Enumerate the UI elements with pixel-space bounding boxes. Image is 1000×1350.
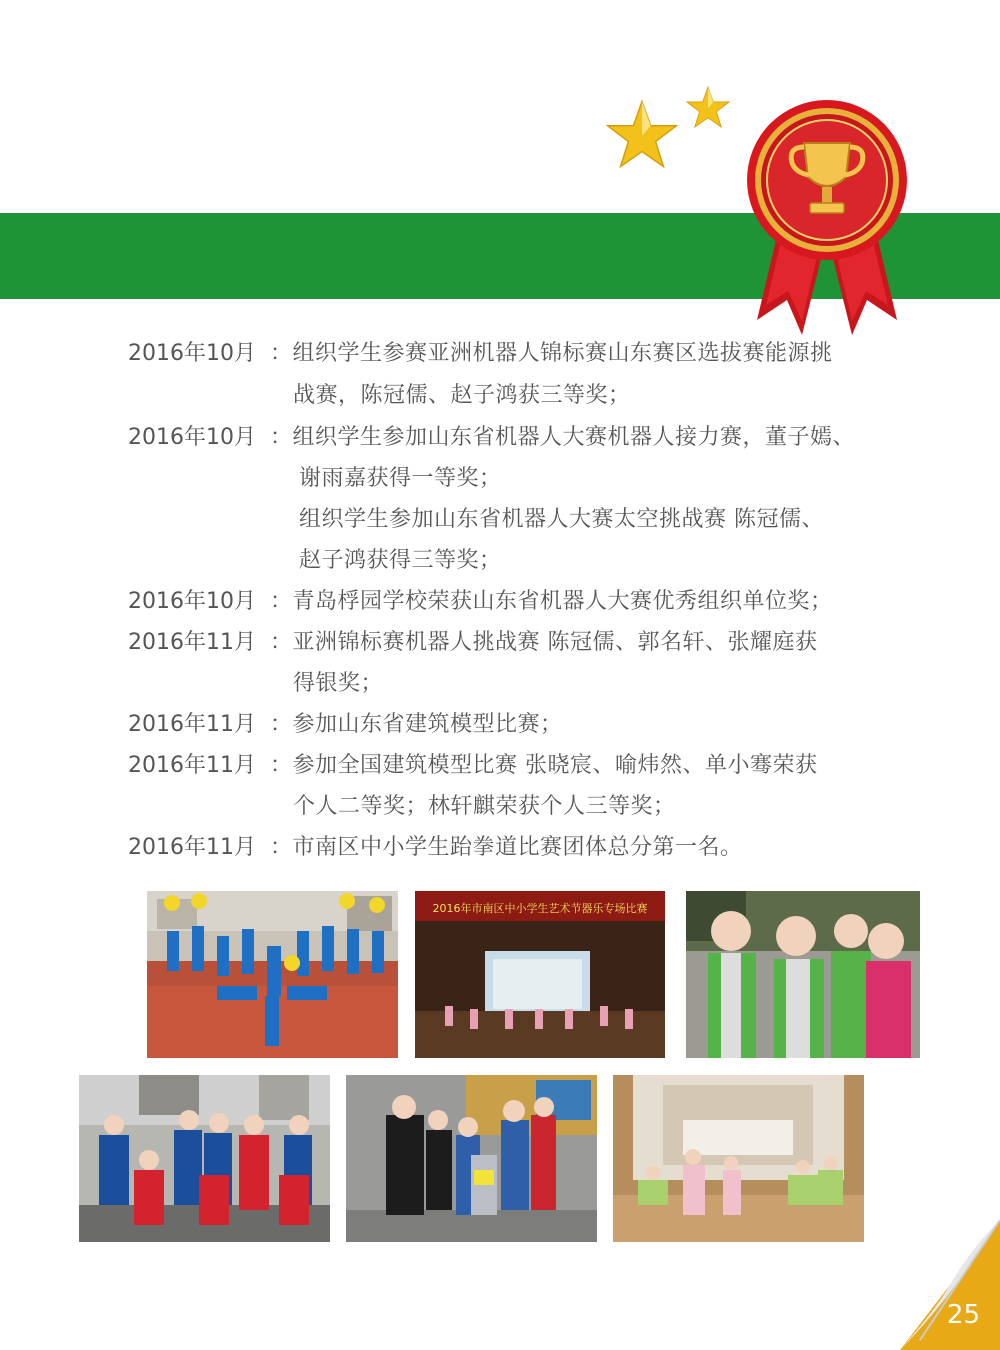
page-curl — [880, 1190, 1000, 1350]
entry-date: 2016年11月 — [128, 835, 256, 860]
star-icon — [686, 86, 730, 128]
entry-text: 谢雨嘉获得一等奖； — [299, 466, 502, 491]
entry-text: 得银奖； — [293, 671, 384, 696]
entry-date: 2016年11月 — [128, 630, 256, 655]
photo-sports-team — [79, 1075, 330, 1242]
photo-students-vests — [686, 891, 920, 1058]
entry-date: 2016年10月 — [128, 589, 256, 614]
entry-text: ：青岛桴园学校荣获山东省机器人大赛优秀组织单位奖； — [270, 589, 833, 614]
photo-music-concert — [415, 891, 665, 1058]
page-number: 25 — [946, 1300, 980, 1330]
award-medal — [742, 95, 912, 345]
photo-stage-performance — [613, 1075, 864, 1242]
entry-text: 组织学生参加山东省机器人大赛太空挑战赛 陈冠儒、 — [299, 507, 824, 532]
entry-text: 赵子鸿获得三等奖； — [299, 548, 502, 573]
entry-date: 2016年10月 — [128, 341, 256, 366]
entry-text: ：组织学生参加山东省机器人大赛机器人接力赛，董子嫣、 — [270, 425, 856, 450]
entry-text: 战赛，陈冠儒、赵子鸿获三等奖； — [293, 383, 631, 408]
entry-date: 2016年11月 — [128, 712, 256, 737]
entry-text: ：市南区中小学生跆拳道比赛团体总分第一名。 — [270, 835, 743, 860]
banner-text: 2016年市南区中小学生艺术节器乐专场比赛 — [432, 902, 648, 915]
photo-cheerleading — [147, 891, 398, 1058]
entry-text: ：亚洲锦标赛机器人挑战赛 陈冠儒、郭名轩、张耀庭获 — [270, 630, 818, 655]
entry-text: ：参加山东省建筑模型比赛； — [270, 712, 563, 737]
entry-date: 2016年10月 — [128, 425, 256, 450]
star-icon — [606, 100, 678, 168]
entry-text: ：组织学生参赛亚洲机器人锦标赛山东赛区选拔赛能源挑 — [270, 341, 833, 366]
entry-date: 2016年11月 — [128, 753, 256, 778]
entry-text: ：参加全国建筑模型比赛 张晓宸、喻炜然、单小骞荣获 — [270, 753, 818, 778]
photo-robot-group — [346, 1075, 597, 1242]
entry-text: 个人二等奖；林轩麒荣获个人三等奖； — [293, 794, 676, 819]
